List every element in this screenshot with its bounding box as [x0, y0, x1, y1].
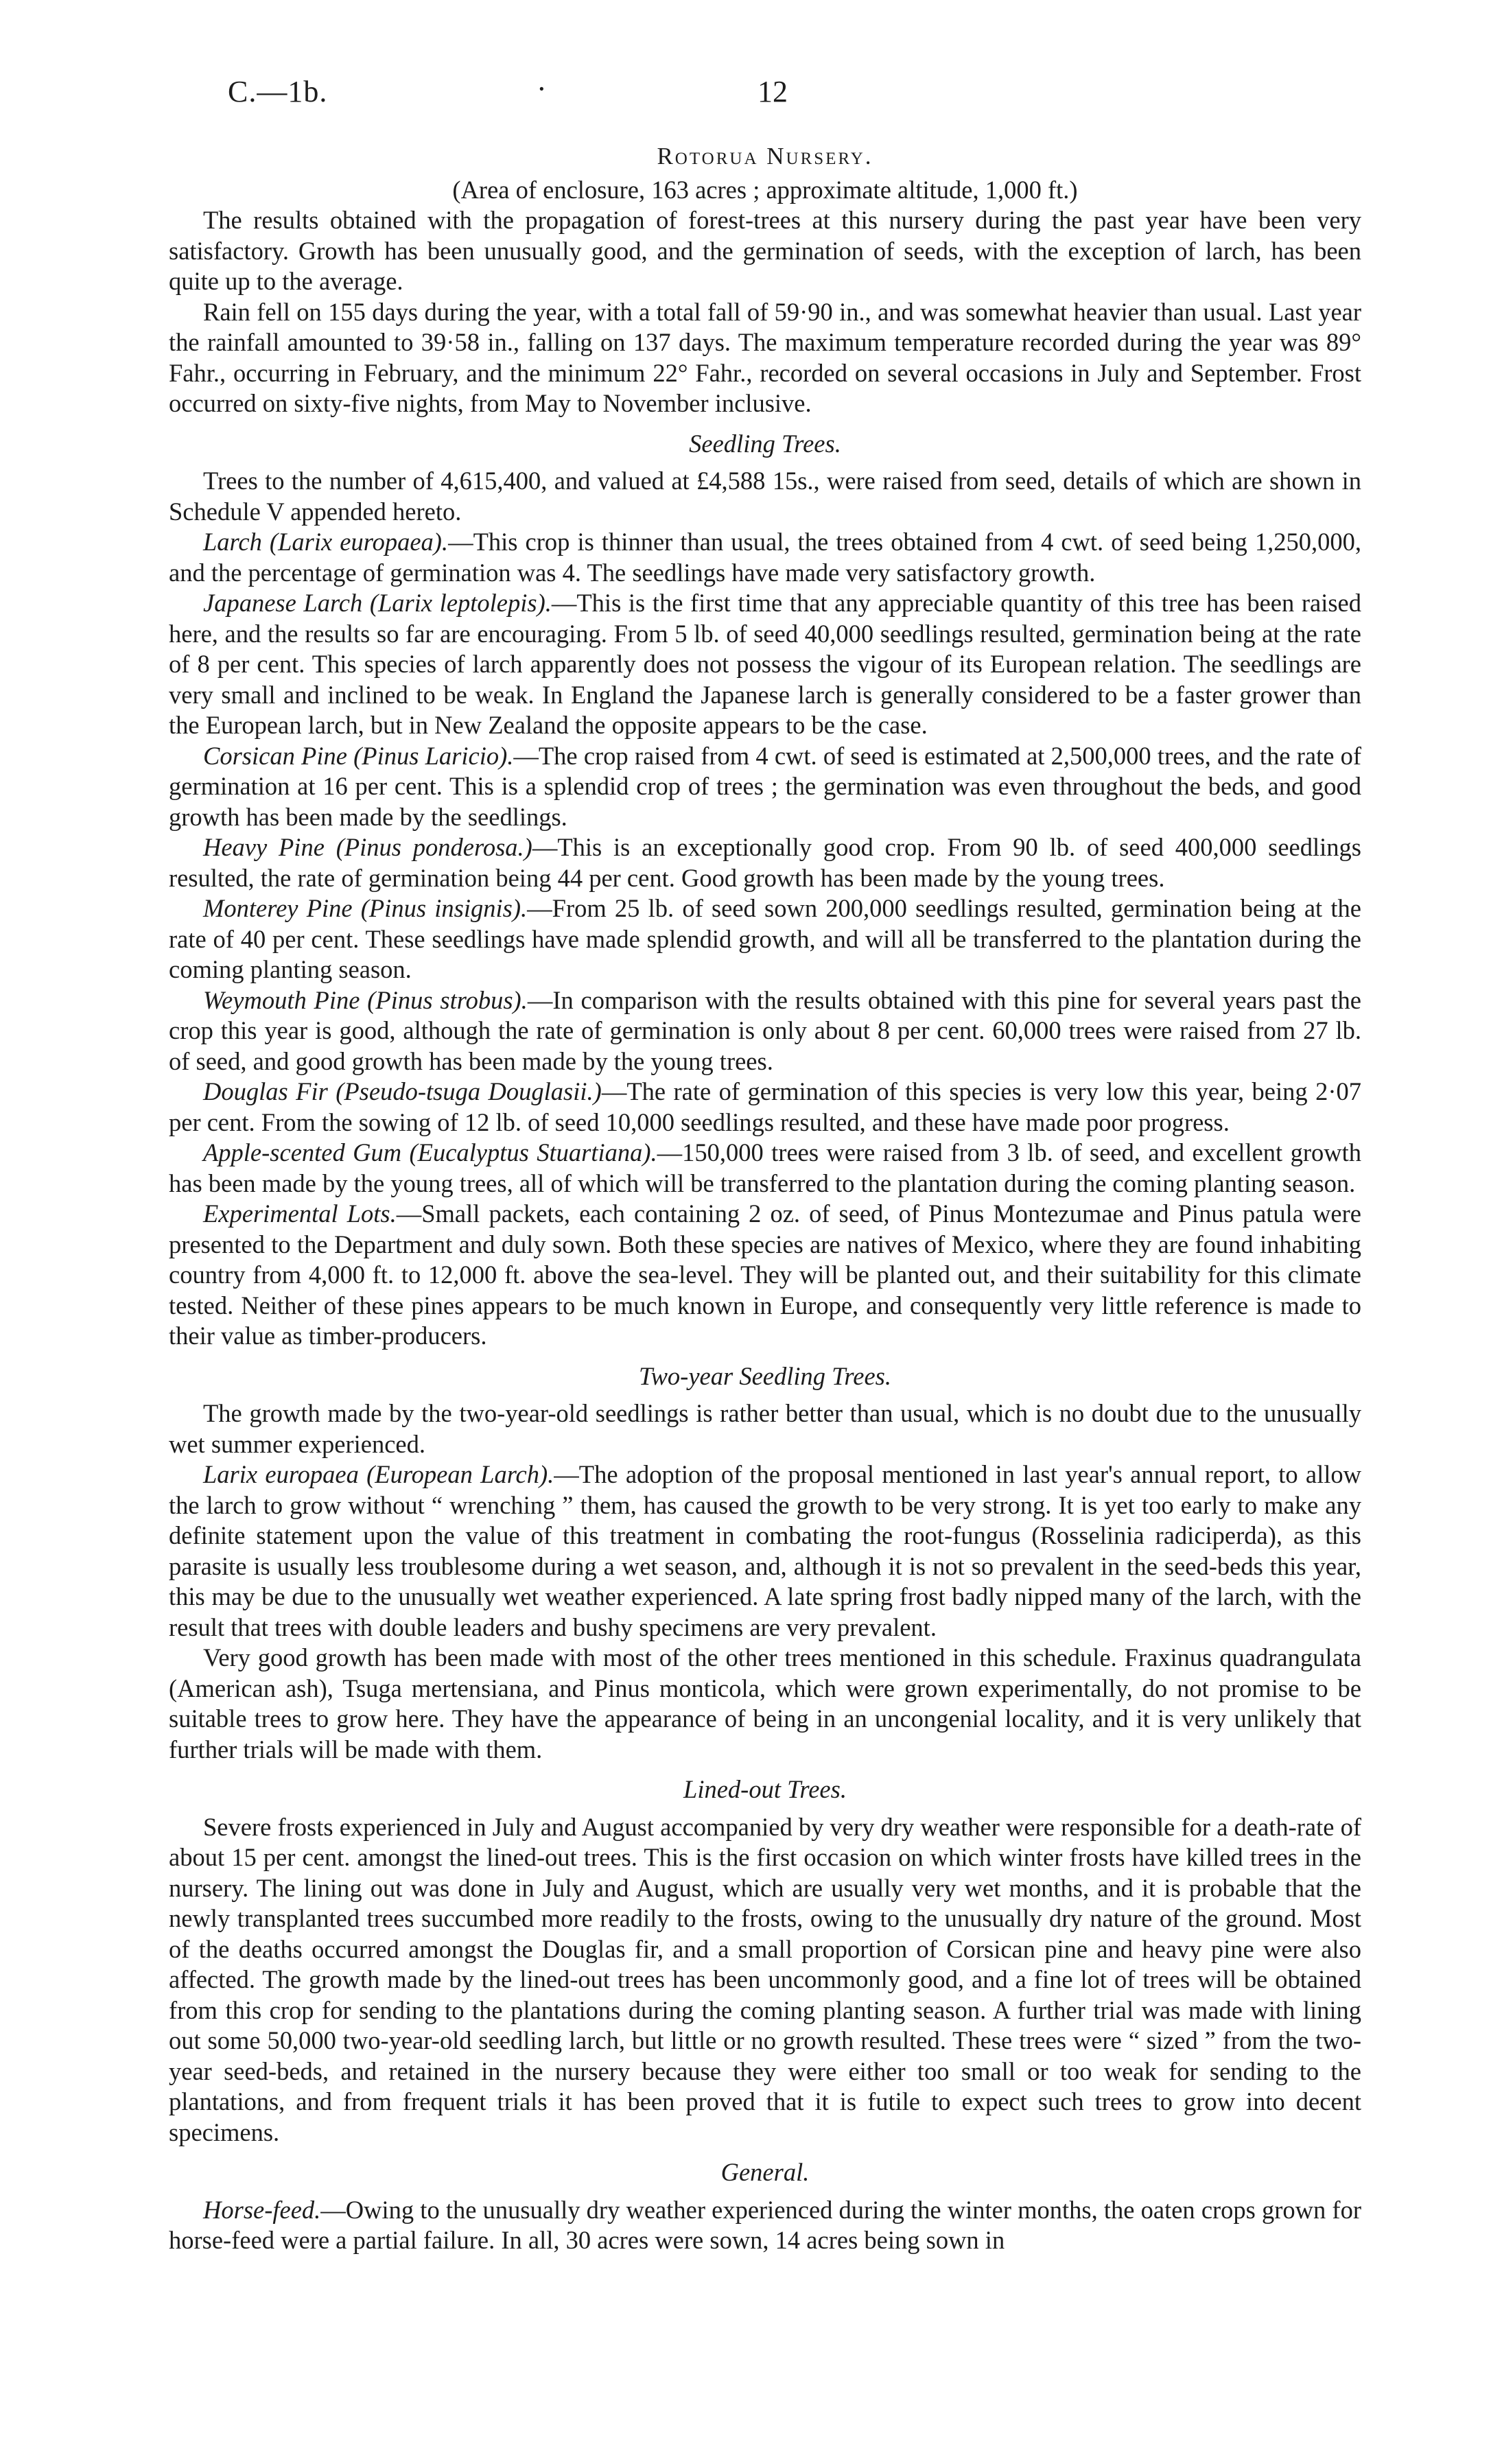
species-text: —Small packets, each containing 2 oz. of seed, of Pinus Montezumae and Pinus patula were presented to the Department and duly sown. Both these species are natives of Mexico, where they are found inhabiting country from 4,000 ft. to 12,000 ft. above the sea-level. They will be planted out, and their suitability for this climate tested. Neither of these pines appears to be much known in Europe, and consequently very little reference is made to their value as timber-producers. [169, 1199, 1361, 1350]
species-text: —In comparison with the results obtained with this pine for several years past the crop this year is good, although the rate of germination is only about 8 per cent. 60,000 trees were raised from 27 lb. of seed, and good growth has been made by the young trees. [169, 985, 1361, 1075]
species-name: Corsican Pine (Pinus Laricio). [203, 741, 514, 770]
two-year-seedling-heading: Two-year Seedling Trees. [639, 1361, 891, 1390]
seedling-trees-heading: Seedling Trees. [689, 429, 841, 458]
species-paragraph [169, 985, 1361, 1077]
species-paragraph [169, 893, 1361, 985]
species-paragraph [169, 741, 1361, 833]
rainfall-paragraph: Rain fell on 155 days during the year, with a total fall of 59·90 in., and was somewhat heavier than usual. Last year the rainfall amounted to 39·58 in., falling on 137 days. The maximum temperature recorded during the year was 89° Fahr., occurring in February, and the minimum 22° Fahr., recorded on several occasions in July and September. Frost occurred on sixty-five nights, from May to November inclusive. [169, 297, 1361, 417]
species-text: —From 25 lb. of seed sown 200,000 seedlings resulted, germination being at the rate of 40 per cent. These seedlings have made splendid growth, and will all be transferred to the plantation during the coming planting season. [169, 894, 1361, 983]
larix-name: Larix europaea (European Larch). [203, 1460, 554, 1488]
page-number: 12 [758, 75, 788, 108]
lined-out-paragraph: Severe frosts experienced in July and August accompanied by very dry weather were responsible for a death-rate of about 15 per cent. amongst the lined-out trees. This is the first occasion on which winter frosts have killed trees in the nursery. The lining out was done in July and August, which are usually very wet months, and it is probable that the newly transplanted trees succumbed more readily to the frosts, owing to the unusually dry nature of the ground. Most of the deaths occurred amongst the Douglas fir, and a small proportion of Corsican pine and heavy pine were also affected. The growth made by the lined-out trees has been uncommonly good, and a fine lot of trees will be obtained from this crop for sending to the plantations during the coming planting season. A further trial was made with lining out some 50,000 two-year-old seedling larch, but little or no growth resulted. These trees were “ sized ” from the two-year seed-beds, and retained in the nursery because they were either too small or too weak for sending to the plantations, and from frequent trials it has been proved that it is futile to expect such trees to grow into decent specimens. [169, 1812, 1361, 2146]
intro-paragraph: The results obtained with the propagation of forest-trees at this nursery during the past year have been very satisfactory. Growth has been unusually good, and the germination of seeds, with the exception of larch, has been quite up to the average. [169, 206, 1361, 295]
species-name: Experimental Lots. [203, 1199, 397, 1228]
species-name: Heavy Pine (Pinus ponderosa.) [203, 833, 532, 861]
species-name: Japanese Larch (Larix leptolepis). [203, 589, 552, 617]
area-note: (Area of enclosure, 163 acres ; approximate altitude, 1,000 ft.) [452, 175, 1078, 204]
species-text: —The rate of germination of this species is very low this year, being 2·07 per cent. From the sowing of 12 lb. of seed 10,000 seedlings resulted, and these have made poor progress. [169, 1077, 1361, 1136]
species-text: —150,000 trees were raised from 3 lb. of seed, and excellent growth has been made by the young trees, all of which will be transferred to the plantation during the coming planting season. [169, 1138, 1361, 1197]
species-paragraph [169, 527, 1361, 588]
lined-out-heading: Lined-out Trees. [683, 1775, 847, 1803]
horse-feed-paragraph [169, 2195, 1361, 2256]
larix-paragraph [169, 1459, 1361, 1643]
species-name: Apple-scented Gum (Eucalyptus Stuartiana). [203, 1138, 657, 1166]
species-text: —The crop raised from 4 cwt. of seed is estimated at 2,500,000 trees, and the rate of germination at 16 per cent. This is a splendid crop of trees ; the germination was even throughout the beds, and good growth has been made by the seedlings. [169, 741, 1362, 831]
species-name: Douglas Fir (Pseudo-tsuga Douglasii.) [203, 1077, 602, 1105]
species-name: Monterey Pine (Pinus insignis). [203, 894, 528, 922]
nursery-title: Rotorua Nursery. [657, 143, 873, 169]
species-text: —This crop is thinner than usual, the trees obtained from 4 cwt. of seed being 1,250,000, and the percentage of germination was 4. The seedlings have made very satisfactory growth. [169, 528, 1361, 587]
two-year-intro: The growth made by the two-year-old seedlings is rather better than usual, which is no doubt due to the unusually wet summer experienced. [169, 1399, 1361, 1458]
header-dot: · [537, 72, 547, 106]
horse-feed-name: Horse-feed. [203, 2195, 321, 2224]
general-heading: General. [720, 2158, 810, 2186]
species-name: Larch (Larix europaea). [203, 528, 449, 556]
seedling-intro: Trees to the number of 4,615,400, and valued at £4,588 15s., were raised from seed, details of which are shown in Schedule V appended hereto. [169, 467, 1361, 526]
species-paragraph [169, 1077, 1361, 1138]
species-paragraph [169, 1199, 1361, 1352]
species-paragraph [169, 1138, 1361, 1199]
species-text: —This is an exceptionally good crop. From 90 lb. of seed 400,000 seedlings resulted, the rate of germination being 44 per cent. Good growth has been made by the young trees. [169, 833, 1361, 892]
species-paragraph [169, 832, 1361, 893]
species-text: —This is the first time that any appreciable quantity of this tree has been raised here, and the results so far are encouraging. From 5 lb. of seed 40,000 seedlings resulted, germination being at the rate of 8 per cent. This species of larch apparently does not possess the vigour of its European relation. The seedlings are very small and inclined to be weak. In England the Japanese larch is generally considered to be a faster grower than the European larch, but in New Zealand the opposite appears to be the case. [169, 589, 1361, 739]
species-name: Weymouth Pine (Pinus strobus). [203, 985, 528, 1014]
horse-feed-text: —Owing to the unusually dry weather experienced during the winter months, the oaten crops grown for horse-feed were a partial failure. In all, 30 acres were sown, 14 acres being sown in [169, 2195, 1361, 2254]
species-paragraph [169, 588, 1361, 741]
body-text [169, 141, 1361, 2256]
other-trees-paragraph: Very good growth has been made with most of the other trees mentioned in this schedule. Fraxinus quadrangulata (American ash), Tsuga mertensiana, and Pinus monticola, which were grown experimentally, do not promise to be suitable trees to grow here. They have the appearance of being in an uncongenial locality, and it is very unlikely that further trials will be made with them. [169, 1643, 1361, 1763]
document-reference: C.—1b. [228, 75, 328, 108]
page-header [228, 74, 1367, 115]
larix-text: —The adoption of the proposal mentioned in last year's annual report, to allow the larch to grow without “ wrenching ” them, has caused the growth to be very strong. It is yet too early to make any definite statement upon the value of this treatment in combating the root-fungus (Rosselinia radiciperda), as this parasite is usually less troublesome during a wet season, and, although it is not so prevalent in the seed-beds this year, this may be due to the unusually wet weather experienced. A late spring frost badly nipped many of the larch, with the result that trees with double leaders and bushy specimens are very prevalent. [169, 1460, 1361, 1641]
